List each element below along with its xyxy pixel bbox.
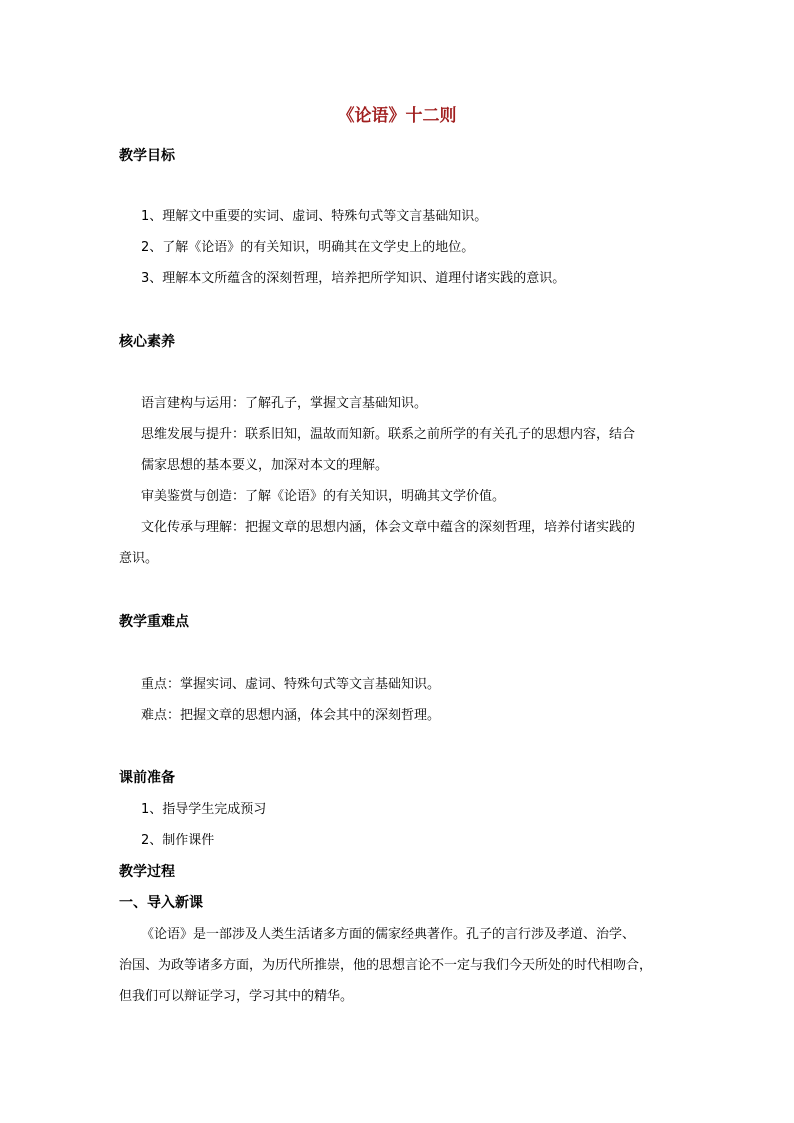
objective-item-3: 3、理解本文所蕴含的深刻哲理，培养把所学知识、道理付诸实践的意识。 [141, 271, 566, 286]
difficult-point: 难点：把握文章的思想内涵，体会其中的深刻哲理。 [141, 708, 441, 723]
literacy-line-1: 语言建构与运用：了解孔子，掌握文言基础知识。 [141, 396, 428, 411]
key-point: 重点：掌握实词、虚词、特殊句式等文言基础知识。 [141, 677, 441, 692]
intro-paragraph-line-2: 治国、为政等诸多方面，为历代所推崇，他的思想言论不一定与我们今天所处的时代相吻合， [119, 958, 653, 973]
preparation-item-1: 1、指导学生完成预习 [141, 802, 267, 817]
literacy-line-3: 审美鉴赏与创造：了解《论语》的有关知识，明确其文学价值。 [141, 489, 506, 504]
literacy-line-4a: 文化传承与理解：把握文章的思想内涵，体会文章中蕴含的深刻哲理，培养付诸实践的 [141, 520, 636, 535]
heading-objectives: 教学目标 [119, 148, 175, 164]
literacy-line-4b: 意识。 [119, 551, 159, 566]
heading-preparation: 课前准备 [119, 770, 175, 786]
heading-key-points: 教学重难点 [119, 614, 189, 630]
intro-paragraph-line-1: 《论语》是一部涉及人类生活诸多方面的儒家经典著作。孔子的言行涉及孝道、治学、 [141, 927, 636, 942]
preparation-item-2: 2、制作课件 [141, 833, 215, 848]
heading-core-literacy: 核心素养 [119, 334, 175, 350]
literacy-line-2b: 儒家思想的基本要义，加深对本文的理解。 [141, 458, 389, 473]
intro-paragraph-line-3: 但我们可以辩证学习，学习其中的精华。 [119, 989, 354, 1004]
heading-section-intro: 一、导入新课 [119, 895, 203, 911]
objective-item-1: 1、理解文中重要的实词、虚词、特殊句式等文言基础知识。 [141, 209, 488, 224]
literacy-line-2a: 思维发展与提升：联系旧知，温故而知新。联系之前所学的有关孔子的思想内容，结合 [141, 427, 636, 442]
document-title: 《论语》十二则 [337, 106, 457, 126]
heading-process: 教学过程 [119, 864, 175, 880]
objective-item-2: 2、了解《论语》的有关知识，明确其在文学史上的地位。 [141, 240, 475, 255]
